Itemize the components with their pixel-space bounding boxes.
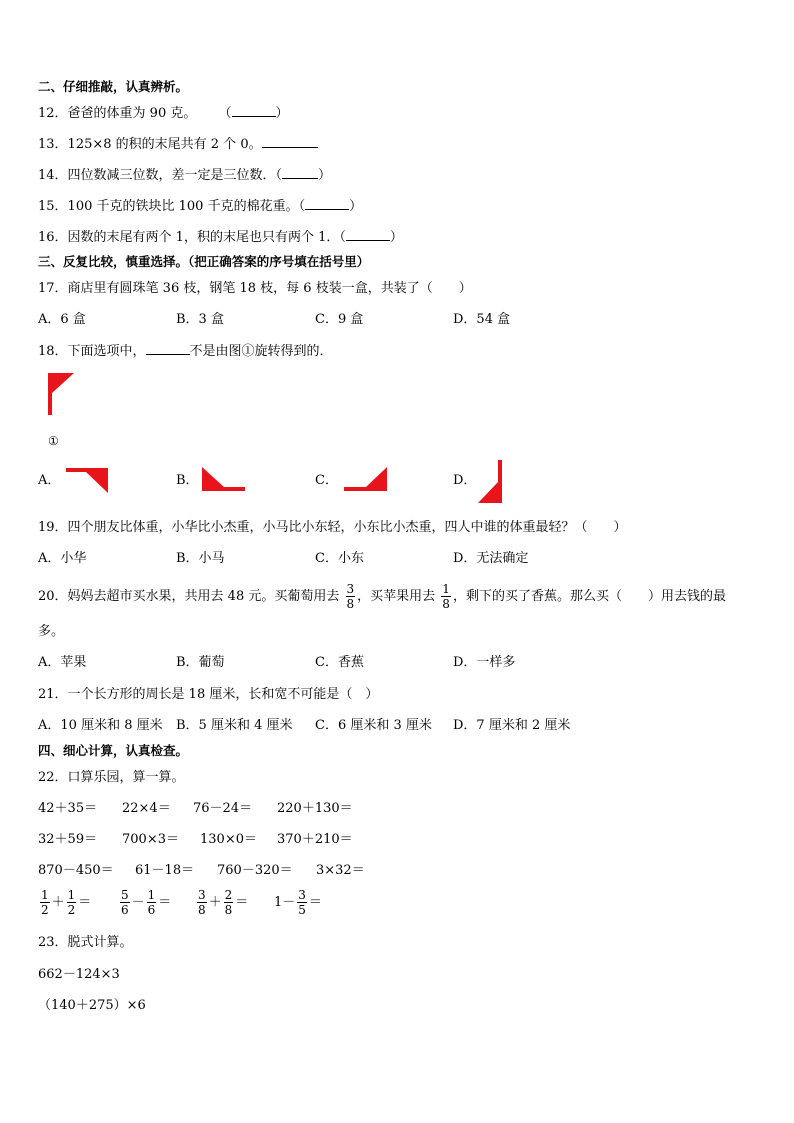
question-16-text: 16．因数的末尾有两个 1，积的末尾也只有两个 1．（ — [38, 230, 346, 245]
question-13 — [38, 135, 318, 154]
calc-item: 870－450＝ — [38, 863, 114, 878]
q20-option-b[interactable]: B．葡萄 — [176, 655, 225, 670]
calc-item: 220＋130＝ — [277, 801, 353, 816]
calc-item: 32＋59＝ — [38, 832, 98, 847]
question-20: 20．妈妈去超市买水果，共用去 48 元。买葡萄用去 $\frac{3}{8}$ ，买苹果用去 $\frac{1}{8}$ ，剩下的买了香蕉。那么买（ ）用去钱的最 — [38, 582, 726, 611]
q18-option-d[interactable]: D． — [453, 473, 477, 488]
flag-figure-1 — [48, 373, 76, 417]
q19-option-d[interactable]: D．无法确定 — [453, 551, 529, 566]
calc-item: 22×4＝ — [122, 801, 171, 816]
section-3-title: 三、反复比较，慎重选择。（把正确答案的序号填在括号里） — [38, 254, 370, 269]
calc-item: 370＋210＝ — [277, 832, 353, 847]
question-14-text: 14．四位数减三位数，差一定是三位数．（ — [38, 168, 283, 183]
option-d-flag-shape — [478, 460, 504, 504]
q17-option-a[interactable]: A．6 盒 — [38, 312, 86, 327]
answer-blank-15[interactable] — [305, 197, 349, 210]
q18-option-c[interactable]: C． — [315, 473, 338, 488]
figure-1-label: ① — [48, 434, 59, 448]
question-12: 12．爸爸的体重为 90 克。 （ ） — [38, 106, 289, 121]
q20-option-d[interactable]: D．一样多 — [453, 655, 516, 670]
question-14: 14．四位数减三位数，差一定是三位数．（ ） — [38, 168, 332, 183]
answer-blank-13[interactable] — [262, 135, 318, 148]
question-13-text: 13．125×8 的积的末尾共有 2 个 0。 — [38, 137, 262, 152]
fraction-1-8: $\frac{1}{8}$ — [442, 582, 450, 611]
fraction-calc-item: $\frac{1}{2}$ ＋ $\frac{1}{2}$ ＝ — [41, 888, 92, 917]
option-a-flag-shape — [66, 468, 110, 494]
q17-option-b[interactable]: B．3 盒 — [176, 312, 224, 327]
question-19: 19．四个朋友比体重，小华比小杰重，小马比小东轻，小东比小杰重，四人中谁的体重最轻？（ ） — [38, 520, 627, 535]
question-16: 16．因数的末尾有两个 1，积的末尾也只有两个 1．（ ） — [38, 230, 403, 245]
answer-blank-16[interactable] — [346, 228, 390, 241]
question-15: 15．100 千克的铁块比 100 千克的棉花重。（ ） — [38, 199, 363, 214]
calc-item: 130×0＝ — [200, 832, 257, 847]
q19-option-c[interactable]: C．小东 — [315, 551, 364, 566]
calc-item: 700×3＝ — [122, 832, 179, 847]
fraction-calc-item: $\frac{3}{8}$ ＋ $\frac{2}{8}$ ＝ — [198, 888, 249, 917]
section-2-title: 二、仔细推敲，认真辨析。 — [38, 79, 189, 94]
q20-option-c[interactable]: C．香蕉 — [315, 655, 364, 670]
fraction-3-8: $\frac{3}{8}$ — [346, 582, 355, 611]
fraction-calc-item: 1－ $\frac{3}{5}$ ＝ — [274, 888, 322, 917]
answer-blank-18[interactable] — [146, 342, 190, 355]
question-15-text: 15．100 千克的铁块比 100 千克的棉花重。（ — [38, 199, 306, 214]
q21-option-b[interactable]: B．5 厘米和 4 厘米 — [176, 718, 293, 733]
q21-option-d[interactable]: D．7 厘米和 2 厘米 — [453, 718, 571, 733]
option-c-flag-shape — [344, 467, 388, 493]
q19-option-b[interactable]: B．小马 — [176, 551, 225, 566]
q17-option-d[interactable]: D．54 盒 — [453, 312, 511, 327]
expression-2: （140＋275）×6 — [38, 998, 146, 1013]
question-17: 17．商店里有圆珠笔 36 枝，钢笔 18 枝，每 6 枝装一盒，共装了（ ） — [38, 281, 472, 296]
calc-item: 76－24＝ — [193, 801, 253, 816]
question-23: 23．脱式计算。 — [38, 935, 133, 950]
q21-option-c[interactable]: C．6 厘米和 3 厘米 — [315, 718, 432, 733]
calc-item: 61－18＝ — [135, 863, 195, 878]
q21-option-a[interactable]: A．10 厘米和 8 厘米 — [38, 718, 163, 733]
answer-blank-12[interactable] — [232, 104, 276, 117]
q18-option-a[interactable]: A． — [38, 473, 61, 488]
q17-option-c[interactable]: C．9 盒 — [315, 312, 364, 327]
question-21: 21．一个长方形的周长是 18 厘米，长和宽不可能是（ ） — [38, 687, 379, 702]
section-4-title: 四、细心计算，认真检查。 — [38, 743, 189, 758]
question-18: 18．下面选项中， 不是由图①旋转得到的． — [38, 344, 333, 359]
expression-1: 662－124×3 — [38, 967, 120, 982]
calc-item: 760－320＝ — [217, 863, 293, 878]
question-12-text: 12．爸爸的体重为 90 克。 — [38, 106, 197, 121]
option-b-flag-shape — [202, 467, 246, 493]
answer-blank-14[interactable] — [282, 166, 318, 179]
q20-option-a[interactable]: A．苹果 — [38, 655, 87, 670]
calc-item: 42＋35＝ — [38, 801, 98, 816]
question-20-continued: 多。 — [38, 624, 65, 639]
question-22: 22．口算乐园，算一算。 — [38, 770, 185, 785]
calc-item: 3×32＝ — [316, 863, 365, 878]
fraction-calc-item: $\frac{5}{6}$ － $\frac{1}{6}$ ＝ — [121, 888, 172, 917]
q18-option-b[interactable]: B． — [176, 473, 199, 488]
q19-option-a[interactable]: A．小华 — [38, 551, 87, 566]
